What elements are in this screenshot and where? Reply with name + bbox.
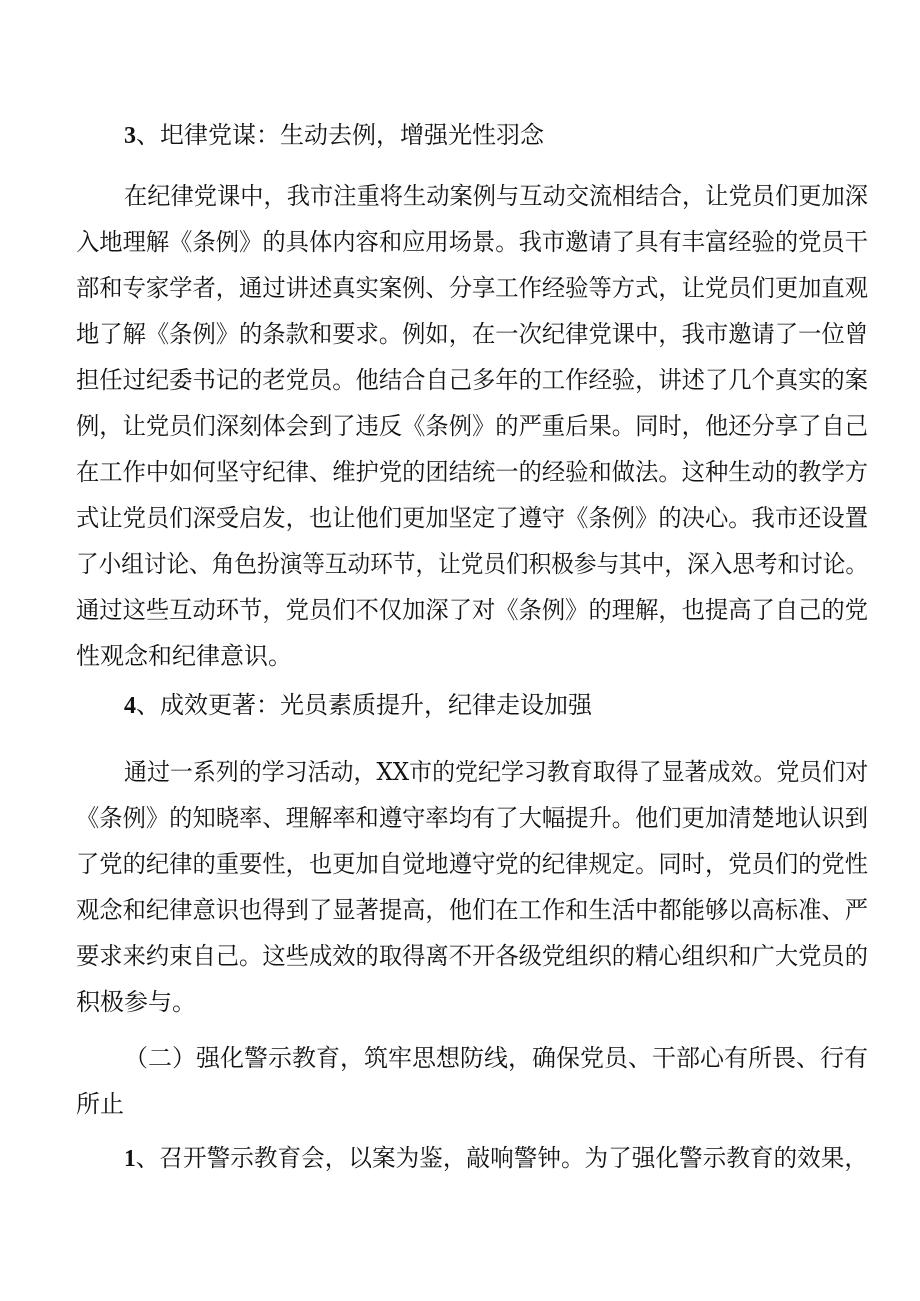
section-3-number: 3 (124, 123, 136, 149)
item-1-line (124, 1143, 868, 1174)
section-3-line: 了小组讨论、角色扮演等互动环节，让党员们积极参与其中，深入思考和讨论。 (76, 550, 869, 578)
section-3-heading (124, 120, 544, 151)
section-3-line: 通过这些互动环节，党员们不仅加深了对《条例》的理解，也提高了自己的党 (76, 596, 869, 624)
section-4-line: 《条例》的知晓率、理解率和遵守率均有了大幅提升。他们更加清楚地认识到 (76, 804, 869, 832)
section-4-line: 了党的纪律的重要性，也更加自觉地遵守党的纪律规定。同时，党员们的党性 (76, 850, 869, 878)
item-1-title: 、召开警示教育会，以案为鉴，敲响警钟。 (135, 1144, 585, 1172)
item-1-number: 1 (124, 1146, 136, 1172)
section-4-line: 积极参与。 (76, 988, 196, 1016)
part-2-heading-line: 所止 (76, 1090, 124, 1118)
section-3-line: 地了解《条例》的条款和要求。例如，在一次纪律党课中，我市邀请了一位曾 (76, 320, 869, 348)
section-4-title: 、成效更著：光员素质提升，纪律走设加强 (136, 691, 592, 719)
part-2-heading-line: （二）强化警示教育，筑牢思想防线，确保党员、干部心有所畏、行有 (124, 1044, 868, 1072)
section-3-line: 入地理解《条例》的具体内容和应用场景。我市邀请了具有丰富经验的党员干 (76, 228, 869, 256)
section-3-line: 性观念和纪律意识。 (76, 642, 292, 670)
section-3-line: 在纪律党课中，我市注重将生动案例与互动交流相结合，让党员们更加深 (124, 182, 869, 210)
section-4-line: 通过一系列的学习活动，XX市的党纪学习教育取得了显著成效。党员们对 (124, 758, 869, 786)
section-4-line: 要求来约束自己。这些成效的取得离不开各级党组织的精心组织和广大党员的 (76, 942, 869, 970)
section-3-line: 担任过纪委书记的老党员。他结合自己多年的工作经验，讲述了几个真实的案 (76, 366, 869, 394)
section-4-heading (124, 690, 592, 721)
section-3-line: 式让党员们深受启发，也让他们更加坚定了遵守《条例》的决心。我市还设置 (76, 504, 869, 532)
item-1-text: 为了强化警示教育的效果， (584, 1144, 868, 1172)
section-3-title: 、圯律党谋：生动去例，增强光性羽念 (136, 121, 544, 149)
section-3-line: 在工作中如何坚守纪律、维护党的团结统一的经验和做法。这种生动的教学方 (76, 458, 869, 486)
section-3-line: 例，让党员们深刻体会到了违反《条例》的严重后果。同时，他还分享了自己 (76, 412, 869, 440)
section-3-line: 部和专家学者，通过讲述真实案例、分享工作经验等方式，让党员们更加直观 (76, 274, 869, 302)
section-4-number: 4 (124, 693, 136, 719)
section-4-line: 观念和纪律意识也得到了显著提高，他们在工作和生活中都能够以高标准、严 (76, 896, 869, 924)
